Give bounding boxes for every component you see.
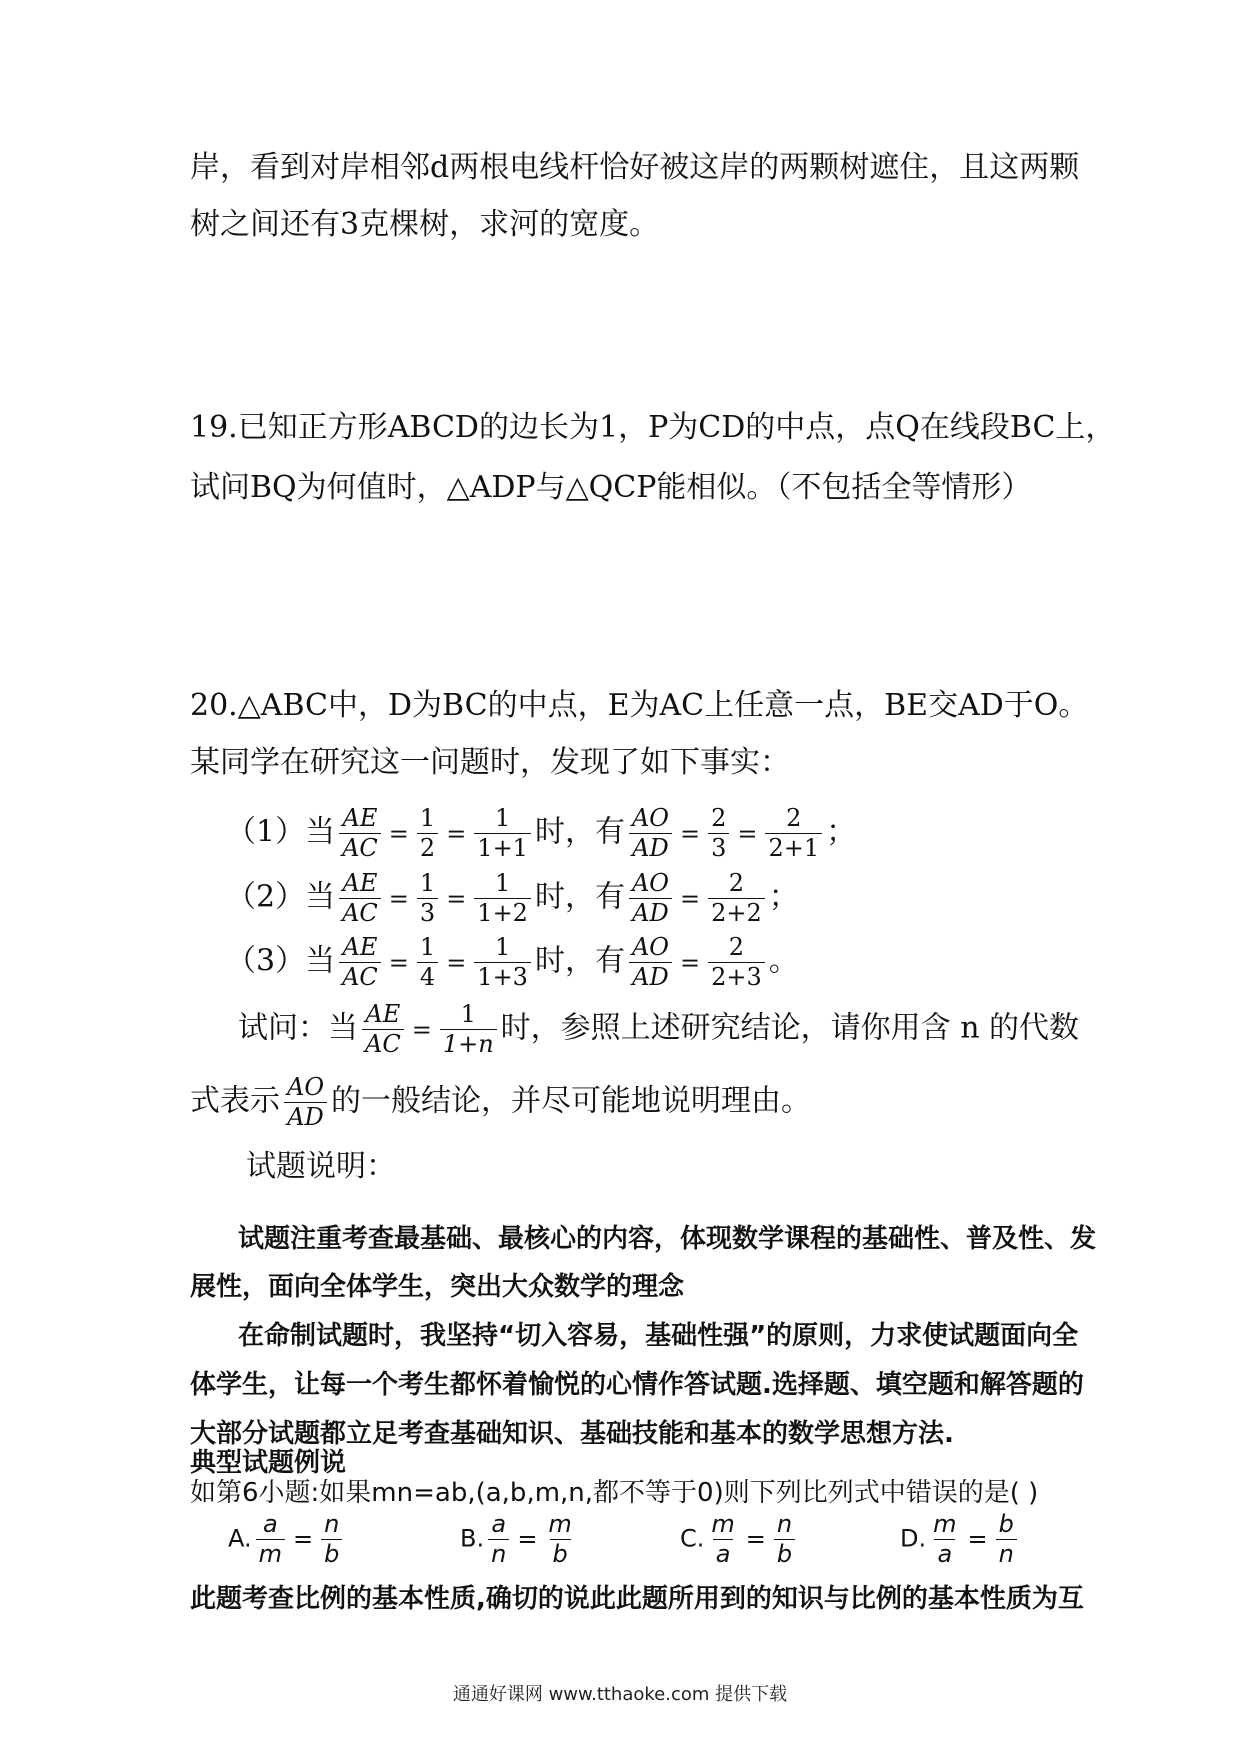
case-mid: 时，有 (534, 879, 625, 915)
equals-sign: = (745, 1524, 766, 1553)
case-label: （3）当 (226, 943, 336, 979)
fraction-numerator: b (998, 1510, 1014, 1538)
fraction-denominator: AD (629, 833, 672, 861)
question-start: 式表示 (190, 1083, 280, 1119)
option-label: C. (680, 1524, 705, 1553)
fraction-numerator: AO (631, 869, 669, 897)
equals-sign: = (293, 1524, 314, 1553)
explain-para1-line1: 试题注重考查最基础、最核心的内容，体现数学课程的基础性、普及性、发 (238, 1224, 1097, 1254)
fraction-numerator: AE (342, 933, 378, 961)
question-mid: 时，参照上述研究结论，请你用含 n 的代数 (500, 1010, 1080, 1046)
equals-sign: = (446, 948, 467, 977)
problem19-line2: 试问BQ为何值时，△ADP与△QCP能相似。（不包括全等情形） (190, 470, 1032, 505)
problem19-line1: 19.已知正方形ABCD的边长为1，P为CD的中点，点Q在线段BC上， (190, 410, 1116, 445)
case-mid: 时，有 (534, 814, 625, 850)
fraction-denominator: AC (339, 833, 381, 861)
problem20-case-1 (226, 806, 856, 861)
fraction-denominator: 1+2 (474, 898, 531, 926)
question-start: 试问：当 (238, 1010, 358, 1046)
option-c (680, 1512, 799, 1567)
fraction-left (256, 1512, 285, 1567)
fraction-numerator: 1 (494, 869, 511, 897)
fraction-denominator: 4 (417, 962, 438, 990)
fraction-right (545, 1512, 574, 1567)
fraction-right (996, 1512, 1017, 1567)
problem18-line1: 岸，看到对岸相邻d两根电线杆恰好被这岸的两颗树遮住，且这两颗 (190, 150, 1080, 185)
fraction-numerator: 2 (786, 804, 802, 832)
fraction-numerator: 1 (419, 869, 436, 897)
fraction-denominator: b (774, 1539, 795, 1567)
fraction-numerator: AE (342, 804, 378, 832)
equals-sign: = (679, 948, 701, 977)
fraction-denominator: 1+1 (474, 833, 531, 861)
fraction-denominator: 2+2 (708, 898, 765, 926)
fraction-numerator: m (711, 1510, 735, 1538)
fraction-ratio (708, 871, 765, 926)
fraction-left (708, 1512, 737, 1567)
fraction-numerator: AO (287, 1073, 325, 1101)
fraction-denominator: 3 (708, 833, 729, 861)
case-label: （1）当 (226, 814, 336, 850)
explain-last-line: 此题考查比例的基本性质,确切的说此此题所用到的知识与比例的基本性质为互 (190, 1584, 1084, 1614)
fraction-ae-ac (362, 1002, 404, 1057)
fraction-ae-ac (339, 935, 381, 990)
problem20-line2: 某同学在研究这一问题时，发现了如下事实： (190, 745, 790, 780)
fraction-1-over-1n (440, 1002, 497, 1057)
explain-title: 试题说明： (246, 1149, 396, 1184)
fraction-ae-ac (339, 871, 381, 926)
option-a (228, 1512, 346, 1567)
fraction-ratio (708, 935, 765, 990)
fraction-denominator: 1+3 (474, 962, 531, 990)
fraction-denominator: AC (339, 962, 381, 990)
problem20-line1: 20.△ABC中，D为BC的中点，E为AC上任意一点，BE交AD于O。 (190, 688, 1089, 723)
page-footer: 通通好课网 www.tthaoke.com 提供下载 (452, 1684, 788, 1705)
fraction-denominator: 2+3 (708, 962, 765, 990)
fraction-numerator: a (262, 1510, 278, 1538)
fraction-numerator: 1 (460, 1000, 476, 1028)
problem20-case-2 (226, 871, 799, 926)
fraction-numerator: n (776, 1510, 793, 1538)
fraction-numerator: AE (365, 1000, 401, 1028)
fraction-denominator: 2+1 (765, 833, 822, 861)
fraction-numerator: 1 (419, 804, 436, 832)
fraction-numerator: AO (631, 933, 669, 961)
option-d (900, 1512, 1021, 1567)
fraction-ratio (765, 806, 822, 861)
equals-sign: = (679, 884, 701, 913)
fraction-denominator: n (996, 1539, 1017, 1567)
fraction-ratio (474, 871, 531, 926)
equals-sign: = (446, 884, 467, 913)
fraction-denominator: a (934, 1539, 955, 1567)
fraction-denominator: AD (629, 898, 672, 926)
fraction-ratio (708, 806, 729, 861)
explain-para1-line2: 展性，面向全体学生，突出大众数学的理念 (190, 1272, 685, 1302)
fraction-numerator: m (933, 1510, 957, 1538)
fraction-numerator: 1 (494, 933, 511, 961)
equals-sign: = (388, 884, 409, 913)
equals-sign: = (737, 819, 758, 848)
fraction-denominator: b (550, 1539, 571, 1567)
question6: 如第6小题:如果mn=ab,(a,b,m,n,都不等于0)则下列比列式中错误的是( ) (190, 1478, 1039, 1508)
fraction-ao-ad (629, 871, 672, 926)
fraction-denominator: AC (339, 898, 381, 926)
problem18-line2: 树之间还有3克棵树，求河的宽度。 (190, 207, 660, 242)
option-label: A. (228, 1524, 252, 1553)
option-label: D. (900, 1524, 927, 1553)
fraction-denominator: m (256, 1539, 285, 1567)
fraction-numerator: AO (631, 804, 669, 832)
fraction-denominator: 1+n (440, 1029, 497, 1057)
option-b (460, 1512, 579, 1567)
fraction-denominator: 3 (417, 898, 438, 926)
fraction-numerator: 2 (728, 869, 745, 897)
fraction-ratio (417, 871, 438, 926)
case-label: （2）当 (226, 879, 336, 915)
fraction-right (774, 1512, 795, 1567)
equals-sign: = (517, 1524, 538, 1553)
fraction-ratio (474, 935, 531, 990)
fraction-right (321, 1512, 342, 1567)
fraction-numerator: n (324, 1510, 340, 1538)
equals-sign: = (967, 1524, 988, 1553)
fraction-denominator: a (713, 1539, 734, 1567)
fraction-ratio (417, 935, 438, 990)
equals-sign: = (411, 1015, 432, 1044)
fraction-ratio (417, 806, 438, 861)
fraction-numerator: AE (342, 869, 378, 897)
fraction-denominator: AC (362, 1029, 404, 1057)
option-label: B. (460, 1524, 485, 1553)
fraction-denominator: AD (629, 962, 672, 990)
explain-para2-line1: 在命制试题时，我坚持“切入容易，基础性强”的原则，力求使试题面向全 (238, 1321, 1079, 1351)
fraction-denominator: n (488, 1539, 509, 1567)
explain-para2-line2: 体学生，让每一个考生都怀着愉悦的心情作答试题.选择题、填空题和解答题的 (190, 1370, 1084, 1400)
problem20-question-line1 (238, 1002, 1079, 1057)
fraction-numerator: m (548, 1510, 572, 1538)
equals-sign: = (388, 948, 409, 977)
fraction-denominator: AD (284, 1102, 327, 1130)
fraction-left (488, 1512, 509, 1567)
case-end: 。 (768, 943, 799, 979)
fraction-denominator: b (321, 1539, 342, 1567)
fraction-numerator: 1 (419, 933, 436, 961)
fraction-numerator: 1 (494, 804, 511, 832)
equals-sign: = (679, 819, 701, 848)
fraction-numerator: a (491, 1510, 507, 1538)
fraction-ao-ad (629, 935, 672, 990)
fraction-numerator: 2 (728, 933, 745, 961)
fraction-numerator: 2 (711, 804, 727, 832)
typical-heading: 典型试题例说 (190, 1448, 347, 1478)
equals-sign: = (446, 819, 467, 848)
question-end: 的一般结论，并尽可能地说明理由。 (331, 1083, 812, 1119)
equals-sign: = (388, 819, 409, 848)
fraction-ao-ad (284, 1075, 327, 1130)
fraction-ratio (474, 806, 531, 861)
fraction-denominator: 2 (417, 833, 438, 861)
case-mid: 时，有 (534, 943, 625, 979)
case-end: ； (826, 814, 857, 850)
case-end: ； (768, 879, 799, 915)
fraction-left (930, 1512, 959, 1567)
fraction-ao-ad (629, 806, 672, 861)
problem20-case-3 (226, 935, 799, 990)
explain-para2-line3: 大部分试题都立足考查基础知识、基础技能和基本的数学思想方法. (190, 1419, 954, 1449)
problem20-question-line2 (190, 1075, 811, 1130)
fraction-ae-ac (339, 806, 381, 861)
